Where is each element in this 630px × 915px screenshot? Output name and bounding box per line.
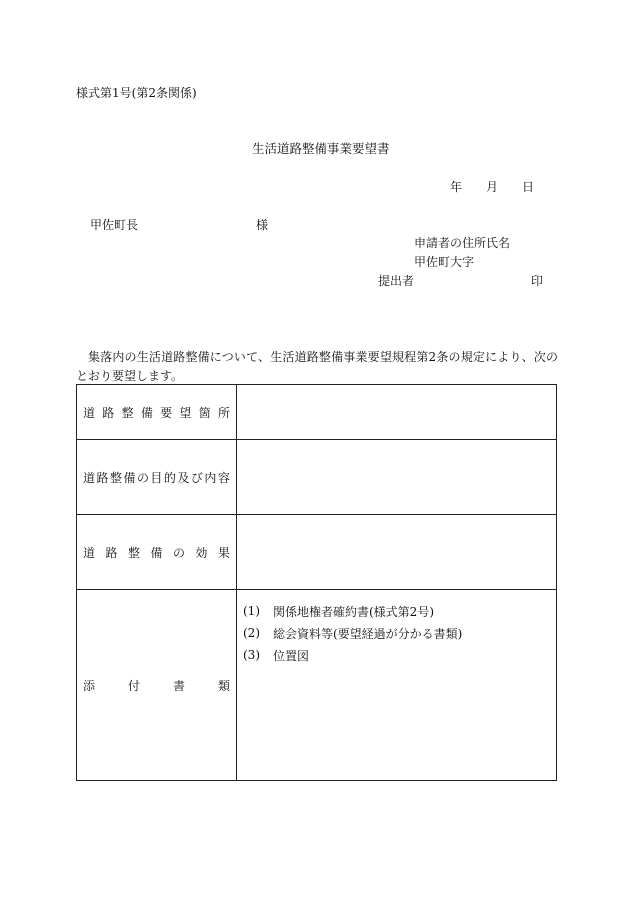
label-char: 要: [160, 405, 173, 420]
attachment-number: (3): [243, 648, 260, 662]
date-month-label: 月: [486, 180, 499, 194]
label-char: び: [190, 470, 203, 485]
attachments-cell[interactable]: [237, 590, 557, 781]
label-char: 備: [123, 470, 136, 485]
date-day-label: 日: [522, 180, 535, 194]
label-char: 付: [127, 678, 140, 693]
row-label-cell: [77, 590, 237, 781]
label-char: 望: [179, 405, 192, 420]
label-char: 的: [163, 470, 176, 485]
label-char: 整: [121, 405, 134, 420]
intro-paragraph: 集落内の生活道路整備について、生活道路整備事業要望規程第2条の規定により、次のとおり要望します。: [76, 350, 558, 383]
label-char: 内: [204, 470, 217, 485]
attachment-number: (2): [243, 626, 260, 640]
row-label-effect: [83, 544, 230, 561]
row-label-attachments: [83, 677, 230, 694]
label-char: 果: [217, 545, 230, 560]
row-label-location: [83, 404, 230, 421]
label-char: 書: [172, 678, 185, 693]
row-label-cell: [77, 385, 237, 440]
label-char: 整: [127, 545, 140, 560]
label-char: 箇: [198, 405, 211, 420]
value-cell-location[interactable]: [237, 385, 557, 440]
document-title: 生活道路整備事業要望書: [252, 141, 390, 156]
row-label-cell: [77, 515, 237, 590]
row-label-purpose: [83, 469, 230, 486]
label-char: 容: [217, 470, 230, 485]
seal-mark: 印: [531, 274, 544, 288]
label-char: 及: [177, 470, 190, 485]
row-label-cell: [77, 440, 237, 515]
attachment-item: [243, 600, 556, 622]
attachment-text: 関係地権者確約書(様式第2号): [273, 604, 434, 619]
attachment-text: 総会資料等(要望経過が分かる書類): [273, 626, 463, 641]
label-char: 類: [217, 678, 230, 693]
attachment-number: (1): [243, 604, 260, 618]
label-char: 路: [96, 470, 109, 485]
label-char: 道: [83, 405, 96, 420]
table-row: [77, 515, 557, 590]
value-cell-effect[interactable]: [237, 515, 557, 590]
form-number: 様式第1号(第2条関係): [76, 86, 197, 100]
label-char: 添: [83, 678, 96, 693]
attachment-item: [243, 622, 556, 644]
applicant-address-label: 申請者の住所氏名: [414, 236, 511, 250]
table-row: [77, 385, 557, 440]
label-char: 効: [195, 545, 208, 560]
label-char: 備: [150, 545, 163, 560]
addressee-name: 甲佐町長: [90, 218, 139, 232]
label-char: 目: [150, 470, 163, 485]
label-char: 道: [83, 470, 96, 485]
table-row: [77, 590, 557, 781]
addressee-honorific: 様: [256, 218, 269, 232]
label-char: 整: [109, 470, 122, 485]
submitter-label: 提出者: [378, 274, 415, 288]
applicant-address-value: 甲佐町大字: [414, 255, 475, 269]
value-cell-purpose[interactable]: [237, 440, 557, 515]
label-char: 路: [105, 545, 118, 560]
label-char: 所: [217, 405, 230, 420]
label-char: の: [172, 545, 185, 560]
label-char: 路: [102, 405, 115, 420]
label-char: の: [136, 470, 149, 485]
label-char: 備: [140, 405, 153, 420]
attachment-item: [243, 644, 556, 666]
label-char: 道: [83, 545, 96, 560]
attachment-text: 位置図: [273, 648, 310, 663]
request-table: [76, 384, 557, 781]
date-year-label: 年: [450, 180, 463, 194]
table-row: [77, 440, 557, 515]
